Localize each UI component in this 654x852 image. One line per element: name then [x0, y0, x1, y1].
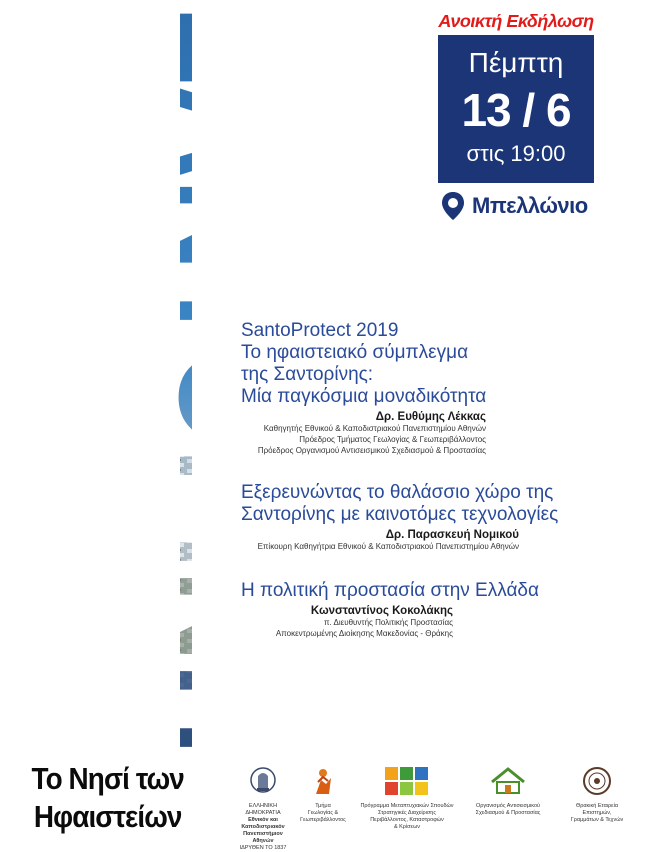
- logo-caption: [357, 803, 457, 831]
- logo-caption-line: Στρατηγικές Διαχείρισης: [378, 810, 436, 816]
- disaster-management-program-icon: [384, 766, 430, 796]
- logo-caption-line: Περιβάλλοντος, Καταστροφών: [370, 817, 444, 823]
- logo-caption-line: Τμήμα: [315, 803, 331, 809]
- logo-caption-line: Σχεδιασμού & Προστασίας: [475, 810, 541, 816]
- date-time: στις 19:00: [466, 141, 566, 166]
- talk-title-line: Σαντορίνης με καινοτόμες τεχνολογίες: [241, 504, 559, 525]
- speaker-affiliation: Πρόεδρος Οργανισμού Αντισεισμικού Σχεδιασμού & Προστασίας: [257, 446, 486, 455]
- speaker-affiliation: π. Διευθυντής Πολιτικής Προστασίας: [324, 618, 453, 627]
- oasp-house-icon: [488, 766, 528, 796]
- vertical-title: [32, 8, 192, 760]
- logo-caption-line: Οργανισμός Αντισεισμικού: [475, 803, 541, 809]
- island-caption: [24, 760, 191, 836]
- date-day: Πέμπτη: [468, 47, 564, 78]
- location-pin-icon: [440, 191, 466, 221]
- geology-department-icon: [310, 766, 336, 796]
- speaker-name: Δρ. Ευθύμης Λέκκας: [375, 411, 486, 423]
- logo-caption-line: Γεωλογίας &: [307, 810, 339, 816]
- date-number: 13 / 6: [461, 84, 571, 136]
- island-caption-line: Το Νησί των: [31, 761, 184, 796]
- logo-thracian-society: [552, 766, 642, 824]
- logo-caption: [472, 803, 544, 817]
- logo-caption-line: Πρόγραμμα Μεταπτυχιακών Σπουδών: [360, 803, 454, 809]
- speaker-affiliation: Επίκουρη Καθηγήτρια Εθνικού & Καποδιστριακού Πανεπιστημίου Αθηνών: [257, 542, 519, 551]
- talk-2: [241, 482, 571, 552]
- logo-caption-line: Πανεπιστήμιον Αθηνών: [243, 831, 283, 844]
- talk-title-line: Εξερευνώντας το θαλάσσιο χώρο της: [241, 482, 554, 503]
- logo-oasp: [472, 766, 544, 817]
- logo-caption: [552, 803, 642, 824]
- sponsor-logos: [232, 766, 642, 851]
- logo-caption-line: ΙΔΡΥΘΕΝ ΤΟ 1837: [239, 845, 287, 851]
- logo-geology: [294, 766, 352, 824]
- island-caption-line: Ηφαιστείων: [33, 799, 182, 834]
- logo-msc-program: [357, 766, 457, 831]
- thracian-society-seal-icon: [582, 766, 612, 796]
- logo-caption-line: Εθνικόν και Καποδιστριακόν: [241, 817, 285, 830]
- talk-title-line: Μία παγκόσμια μοναδικότητα: [241, 386, 487, 407]
- venue-name: Μπελλώνιο: [472, 193, 588, 218]
- logo-caption-line: Γεωπεριβάλλοντος: [300, 817, 346, 823]
- event-tag: Ανοικτή Εκδήλωση: [438, 10, 594, 31]
- logo-caption: [294, 803, 352, 824]
- logo-caption-line: & Κρίσεων: [393, 824, 421, 830]
- santorini-photo-title: [32, 8, 192, 760]
- logo-caption-line: Γραμμάτων & Τεχνών: [570, 817, 624, 823]
- logo-caption-line: ΕΛΛΗΝΙΚΗ ΔΗΜΟΚΡΑΤΙΑ: [245, 803, 281, 816]
- speaker-name: Δρ. Παρασκευή Νομικού: [385, 529, 519, 541]
- talk-3: [241, 580, 571, 639]
- speaker-name: Κωνσταντίνος Κοκολάκης: [310, 605, 453, 617]
- speaker-affiliation: Καθηγητής Εθνικού & Καποδιστριακού Πανεπιστημίου Αθηνών: [263, 424, 486, 433]
- talk-title-line: Η πολιτική προστασία στην Ελλάδα: [241, 580, 539, 601]
- talk-title-line: Το ηφαιστειακό σύμπλεγμα: [241, 342, 469, 363]
- talk-1: [241, 320, 511, 456]
- logo-university: [232, 766, 294, 852]
- date-box: [438, 35, 594, 183]
- speaker-affiliation: Αποκεντρωμένης Διοίκησης Μακεδονίας - Θράκης: [275, 629, 453, 638]
- speaker-affiliation: Πρόεδρος Τμήματος Γεωλογίας & Γεωπεριβάλλοντος: [299, 435, 486, 444]
- talk-title-line: της Σαντορίνης:: [241, 364, 374, 385]
- university-seal-icon: [249, 766, 277, 796]
- logo-caption: [232, 803, 294, 852]
- logo-caption-line: Θρακική Εταιρεία: [575, 803, 619, 809]
- logo-caption-line: Επιστημών,: [582, 810, 612, 816]
- venue: [440, 190, 588, 222]
- talk-title-line: SantoProtect 2019: [241, 320, 399, 341]
